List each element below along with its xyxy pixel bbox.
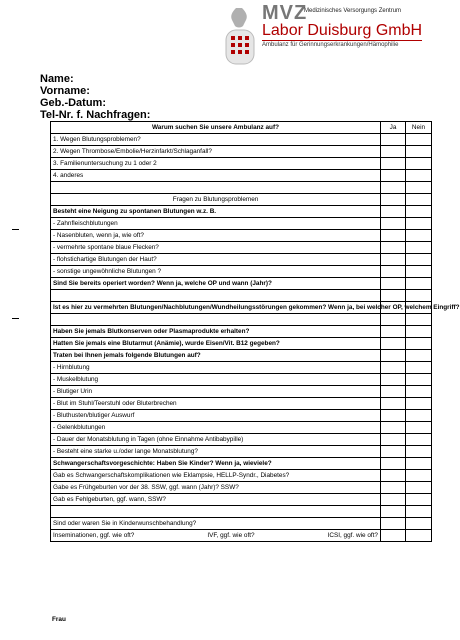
table-row — [51, 338, 432, 350]
table-row — [51, 158, 432, 170]
nein-box[interactable] — [406, 218, 432, 230]
table-row — [51, 254, 432, 266]
ja-box[interactable] — [381, 338, 406, 350]
pregnancy-item: Gab es Fehlgeburten, ggf. wann, SSW? — [51, 494, 381, 506]
nein-box[interactable] — [406, 362, 432, 374]
table-row — [51, 134, 432, 146]
table-row — [51, 326, 432, 338]
nein-box[interactable] — [406, 386, 432, 398]
footer-label: Frau — [52, 616, 66, 623]
nein-box[interactable] — [406, 134, 432, 146]
ja-box[interactable] — [381, 530, 406, 542]
nein-box[interactable] — [406, 182, 432, 194]
table-header-row — [51, 122, 432, 134]
main-question: Warum suchen Sie unsere Ambulanz auf? — [51, 122, 381, 134]
phone-field[interactable]: Tel-Nr. f. Nachfragen: — [40, 109, 151, 121]
nein-box[interactable] — [406, 422, 432, 434]
ja-box[interactable] — [381, 134, 406, 146]
nein-box[interactable] — [406, 398, 432, 410]
nein-box[interactable] — [406, 254, 432, 266]
ja-box[interactable] — [381, 218, 406, 230]
table-row — [51, 206, 432, 218]
nein-box[interactable] — [406, 242, 432, 254]
bleeding-item: - Besteht eine starke u./oder lange Monatsblutung? — [51, 446, 381, 458]
brand-subtitle: Medizinisches Versorgungs Zentrum — [304, 8, 402, 14]
fold-mark — [12, 229, 19, 230]
table-row — [51, 506, 432, 518]
nein-box[interactable] — [406, 518, 432, 530]
table-row — [51, 482, 432, 494]
ja-box[interactable] — [381, 290, 406, 302]
ja-box[interactable] — [381, 494, 406, 506]
brand-name: Labor Duisburg GmbH — [262, 22, 423, 39]
ja-header: Ja — [381, 122, 406, 134]
nein-box[interactable] — [406, 158, 432, 170]
section-title: Fragen zu Blutungsproblemen — [51, 194, 381, 206]
brand-tagline: Ambulanz für Gerinnungserkrankungen/Hämophilie — [262, 42, 399, 48]
pregnancy-item: Gab es Schwangerschaftskomplikationen wie Eklampsie, HELLP-Syndr., Diabetes? — [51, 470, 381, 482]
table-row — [51, 386, 432, 398]
nein-box[interactable] — [406, 350, 432, 362]
spontan-item: - Nasenbluten, wenn ja, wie oft? — [51, 230, 381, 242]
table-row — [51, 290, 432, 302]
ja-box[interactable] — [381, 266, 406, 278]
bleeding-item: - Dauer der Monatsblutung in Tagen (ohne Einnahme Antibabypille) — [51, 434, 381, 446]
nein-box[interactable] — [406, 458, 432, 470]
ja-box[interactable] — [381, 482, 406, 494]
ja-box[interactable] — [381, 278, 406, 290]
nein-box[interactable] — [406, 482, 432, 494]
table-row — [51, 278, 432, 290]
answer-space[interactable] — [51, 182, 381, 194]
bleeding-item: - Muskelblutung — [51, 374, 381, 386]
vorname-field[interactable]: Vorname: — [40, 85, 90, 97]
answer-space[interactable] — [51, 506, 381, 518]
table-row — [51, 182, 432, 194]
icsi-label: ICSI, ggf. wie oft? — [327, 531, 378, 539]
nein-box[interactable] — [406, 374, 432, 386]
question-konserven: Haben Sie jemals Blutkonserven oder Plasmaprodukte erhalten? — [51, 326, 381, 338]
nein-box[interactable] — [406, 494, 432, 506]
ja-box[interactable] — [381, 386, 406, 398]
ja-box[interactable] — [381, 374, 406, 386]
reason-3: 3. Familienuntersuchung zu 1 oder 2 — [51, 158, 381, 170]
nein-box[interactable] — [406, 290, 432, 302]
table-row — [51, 446, 432, 458]
ja-box[interactable] — [381, 326, 406, 338]
table-row — [51, 170, 432, 182]
bleeding-item: - Blutiger Urin — [51, 386, 381, 398]
punch-mark — [12, 318, 19, 319]
table-row — [51, 362, 432, 374]
reason-4: 4. anderes — [51, 170, 381, 182]
nein-box[interactable] — [406, 446, 432, 458]
ja-box[interactable] — [381, 362, 406, 374]
nein-box[interactable] — [406, 230, 432, 242]
ja-box[interactable] — [381, 518, 406, 530]
table-row — [51, 518, 432, 530]
nein-header: Nein — [406, 122, 432, 134]
table-row — [51, 458, 432, 470]
ja-box[interactable] — [381, 170, 406, 182]
brand-title: MVZ — [262, 2, 308, 24]
table-row — [51, 494, 432, 506]
table-row — [51, 242, 432, 254]
ja-box[interactable] — [381, 434, 406, 446]
question-kinderwunsch: Sind oder waren Sie in Kinderwunschbehandlung? — [51, 518, 381, 530]
treatment-row — [51, 530, 381, 542]
ja-box[interactable] — [381, 182, 406, 194]
table-row — [51, 374, 432, 386]
bleeding-item: - Hirnblutung — [51, 362, 381, 374]
question-vermehrt: Ist es hier zu vermehrten Blutungen/Nachblutungen/Wundheilungsstörungen gekommen? Wenn ja, bei welcher OP, welchem Eingriff? — [51, 302, 381, 314]
ja-box[interactable] — [381, 146, 406, 158]
table-row — [51, 266, 432, 278]
ja-box[interactable] — [381, 398, 406, 410]
reason-1: 1. Wegen Blutungsproblemen? — [51, 134, 381, 146]
answer-space[interactable] — [51, 314, 381, 326]
table-row — [51, 146, 432, 158]
ja-box[interactable] — [381, 422, 406, 434]
nein-box[interactable] — [406, 170, 432, 182]
nein-box[interactable] — [406, 410, 432, 422]
nein-box[interactable] — [406, 506, 432, 518]
ja-box[interactable] — [381, 410, 406, 422]
table-row — [51, 230, 432, 242]
spontan-item: - Zahnfleischblutungen — [51, 218, 381, 230]
ja-box[interactable] — [381, 350, 406, 362]
nein-box[interactable] — [406, 326, 432, 338]
table-row — [51, 434, 432, 446]
spontan-item: - sonstige ungewöhnliche Blutungen ? — [51, 266, 381, 278]
table-row — [51, 302, 432, 314]
table-row — [51, 422, 432, 434]
question-blutarmut: Hatten Sie jemals eine Blutarmut (Anämie), wurde Eisen/Vit. B12 gegeben? — [51, 338, 381, 350]
question-spontan: Besteht eine Neigung zu spontanen Blutungen w.z. B. — [51, 206, 381, 218]
ja-box[interactable] — [381, 158, 406, 170]
table-row — [51, 398, 432, 410]
question-operiert: Sind Sie bereits operiert worden? Wenn ja, welche OP und wann (Jahr)? — [51, 278, 381, 290]
ja-box[interactable] — [381, 254, 406, 266]
ja-box[interactable] — [381, 506, 406, 518]
nein-box[interactable] — [406, 146, 432, 158]
reason-2: 2. Wegen Thrombose/Embolie/Herzinfarkt/Schlaganfall? — [51, 146, 381, 158]
lab-logo-icon — [222, 6, 258, 68]
name-field[interactable]: Name: — [40, 73, 74, 85]
nein-box[interactable] — [406, 194, 432, 206]
ja-box[interactable] — [381, 242, 406, 254]
table-row — [51, 410, 432, 422]
question-folgende: Traten bei Ihnen jemals folgende Blutungen auf? — [51, 350, 381, 362]
table-row — [51, 218, 432, 230]
table-row — [51, 350, 432, 362]
pregnancy-item: Gabe es Frühgeburten vor der 38. SSW, ggf. wann (Jahr)? SSW? — [51, 482, 381, 494]
ja-box[interactable] — [381, 230, 406, 242]
insemination-label: Inseminationen, ggf. wie oft? — [53, 531, 135, 539]
nein-box[interactable] — [406, 278, 432, 290]
questionnaire-table — [50, 121, 460, 542]
bleeding-item: - Bluthusten/blutiger Auswurf — [51, 410, 381, 422]
ivf-label: IVF, ggf. wie oft? — [207, 531, 255, 539]
question-schwanger: Schwangerschaftsvorgeschichte: Haben Sie Kinder? Wenn ja, wieviele? — [51, 458, 381, 470]
ja-box[interactable] — [381, 314, 406, 326]
spontan-item: - flohstichartige Blutungen der Haut? — [51, 254, 381, 266]
ja-box[interactable] — [381, 446, 406, 458]
spontan-item: - vermehrte spontane blaue Flecken? — [51, 242, 381, 254]
ja-box[interactable] — [381, 458, 406, 470]
nein-box[interactable] — [406, 470, 432, 482]
nein-box[interactable] — [406, 314, 432, 326]
nein-box[interactable] — [406, 266, 432, 278]
ja-box[interactable] — [381, 470, 406, 482]
answer-space[interactable] — [51, 290, 381, 302]
nein-box[interactable] — [406, 338, 432, 350]
ja-box[interactable] — [381, 194, 406, 206]
nein-box[interactable] — [406, 434, 432, 446]
table-row — [51, 470, 432, 482]
bleeding-item: - Gelenkblutungen — [51, 422, 381, 434]
table-row — [51, 194, 432, 206]
nein-box[interactable] — [406, 530, 432, 542]
nein-box[interactable] — [406, 206, 432, 218]
birthdate-field[interactable]: Geb.-Datum: — [40, 97, 106, 109]
bleeding-item: - Blut im Stuhl/Teerstuhl oder Bluterbrechen — [51, 398, 381, 410]
table-row — [51, 314, 432, 326]
table-row — [51, 530, 432, 542]
ja-box[interactable] — [381, 206, 406, 218]
